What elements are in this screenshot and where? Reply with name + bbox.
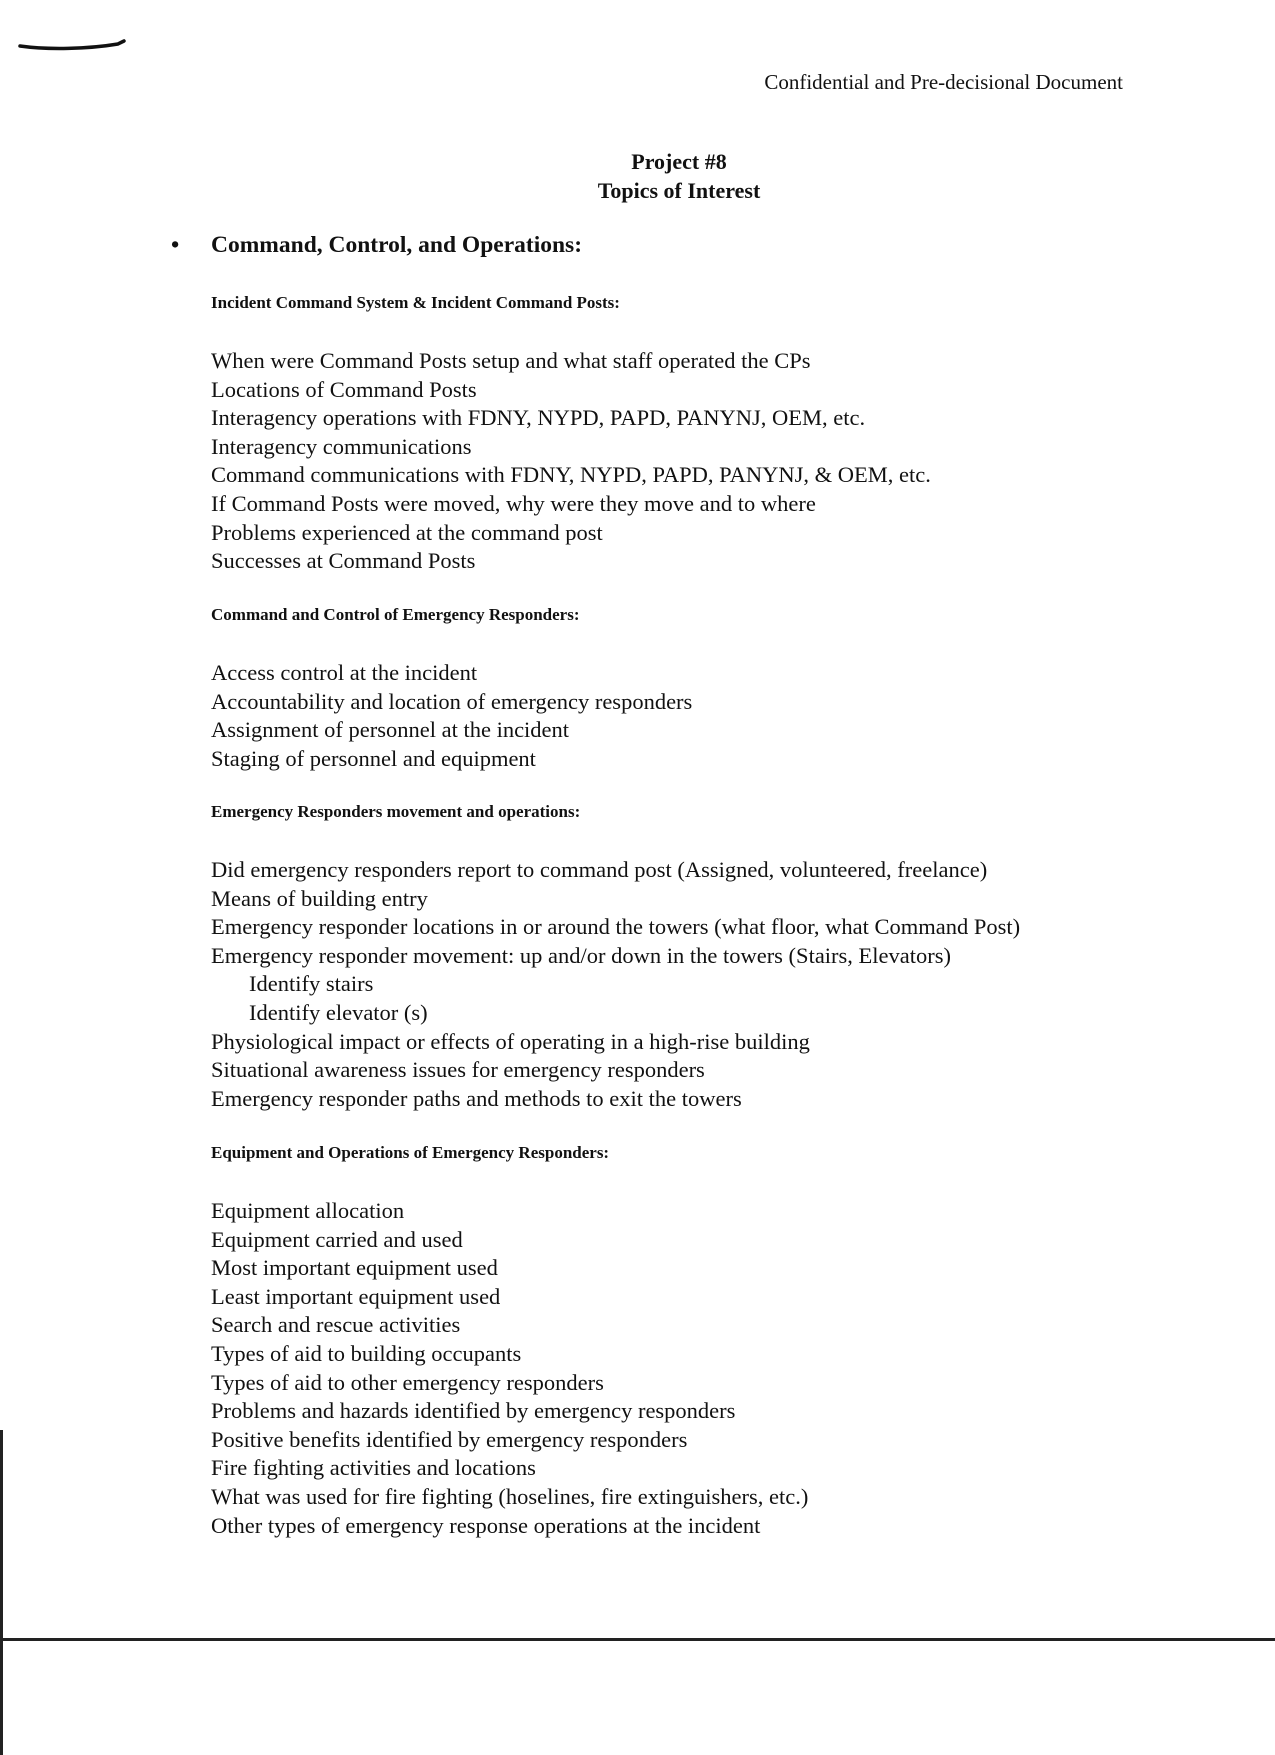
list-item: Equipment carried and used [211, 1226, 463, 1252]
list-item: Emergency responder paths and methods to exit the towers [211, 1085, 742, 1111]
list-item: Emergency responder locations in or around the towers (what floor, what Command Post) [211, 914, 1021, 940]
bottom-rule [0, 1638, 1275, 1641]
list-item: Least important equipment used [211, 1283, 501, 1309]
list-item: Problems experienced at the command post [211, 519, 603, 545]
list-item: What was used for fire fighting (hoselines, fire extinguishers, etc.) [211, 1483, 809, 1509]
topic-list [211, 347, 1211, 576]
list-item: Other types of emergency response operations at the incident [211, 1512, 761, 1538]
staple-mark [18, 38, 126, 54]
list-item: Types of aid to other emergency responders [211, 1369, 604, 1395]
section-heading: Command and Control of Emergency Responders: [211, 605, 580, 624]
list-item: Identify stairs [249, 971, 374, 997]
section-responder-movement [211, 802, 1211, 1113]
list-item: Physiological impact or effects of operating in a high-rise building [211, 1028, 810, 1054]
list-item: Accountability and location of emergency responders [211, 688, 693, 714]
list-item: Identify elevator (s) [249, 999, 428, 1025]
list-item: Most important equipment used [211, 1255, 498, 1281]
bullet-icon: • [171, 232, 180, 258]
topic-list [211, 856, 1211, 1113]
list-item: Staging of personnel and equipment [211, 745, 536, 771]
main-topic-heading [171, 232, 582, 259]
list-item: Problems and hazards identified by emergency responders [211, 1398, 736, 1424]
section-equipment-operations [211, 1143, 1211, 1540]
list-item: Command communications with FDNY, NYPD, PAPD, PANYNJ, & OEM, etc. [211, 462, 931, 488]
section-incident-command [211, 293, 1211, 576]
list-item: Search and rescue activities [211, 1312, 461, 1338]
topic-list [211, 1197, 1211, 1540]
title-block [0, 147, 1275, 205]
document-subtitle: Topics of Interest [597, 178, 761, 203]
list-item: Assignment of personnel at the incident [211, 717, 570, 743]
project-title: Project #8 [631, 149, 727, 174]
list-item: Equipment allocation [211, 1198, 405, 1223]
list-item: Interagency communications [211, 433, 472, 459]
list-item: Emergency responder movement: up and/or down in the towers (Stairs, Elevators) [211, 942, 952, 968]
list-item: Access control at the incident [211, 660, 478, 685]
list-item: Locations of Command Posts [211, 376, 477, 402]
section-heading: Equipment and Operations of Emergency Responders: [211, 1143, 610, 1162]
section-command-control [211, 605, 1211, 773]
list-item: Successes at Command Posts [211, 548, 476, 574]
list-item: Positive benefits identified by emergency responders [211, 1426, 688, 1452]
list-item: If Command Posts were moved, why were they move and to where [211, 490, 816, 516]
confidential-note: Confidential and Pre-decisional Document [764, 70, 1123, 94]
list-item: Situational awareness issues for emergency responders [211, 1057, 705, 1083]
list-item: Types of aid to building occupants [211, 1340, 522, 1366]
list-item: Did emergency responders report to command post (Assigned, volunteered, freelance) [211, 857, 988, 882]
list-item: Fire fighting activities and locations [211, 1455, 536, 1481]
main-topic-label: Command, Control, and Operations: [211, 232, 583, 258]
list-item: When were Command Posts setup and what staff operated the CPs [211, 348, 811, 373]
section-heading: Emergency Responders movement and operations: [211, 802, 581, 821]
list-item: Interagency operations with FDNY, NYPD, PAPD, PANYNJ, OEM, etc. [211, 405, 866, 431]
topic-list [211, 659, 1211, 773]
scan-edge-line [0, 1430, 3, 1755]
list-item: Means of building entry [211, 885, 428, 911]
section-heading: Incident Command System & Incident Command Posts: [211, 293, 620, 312]
